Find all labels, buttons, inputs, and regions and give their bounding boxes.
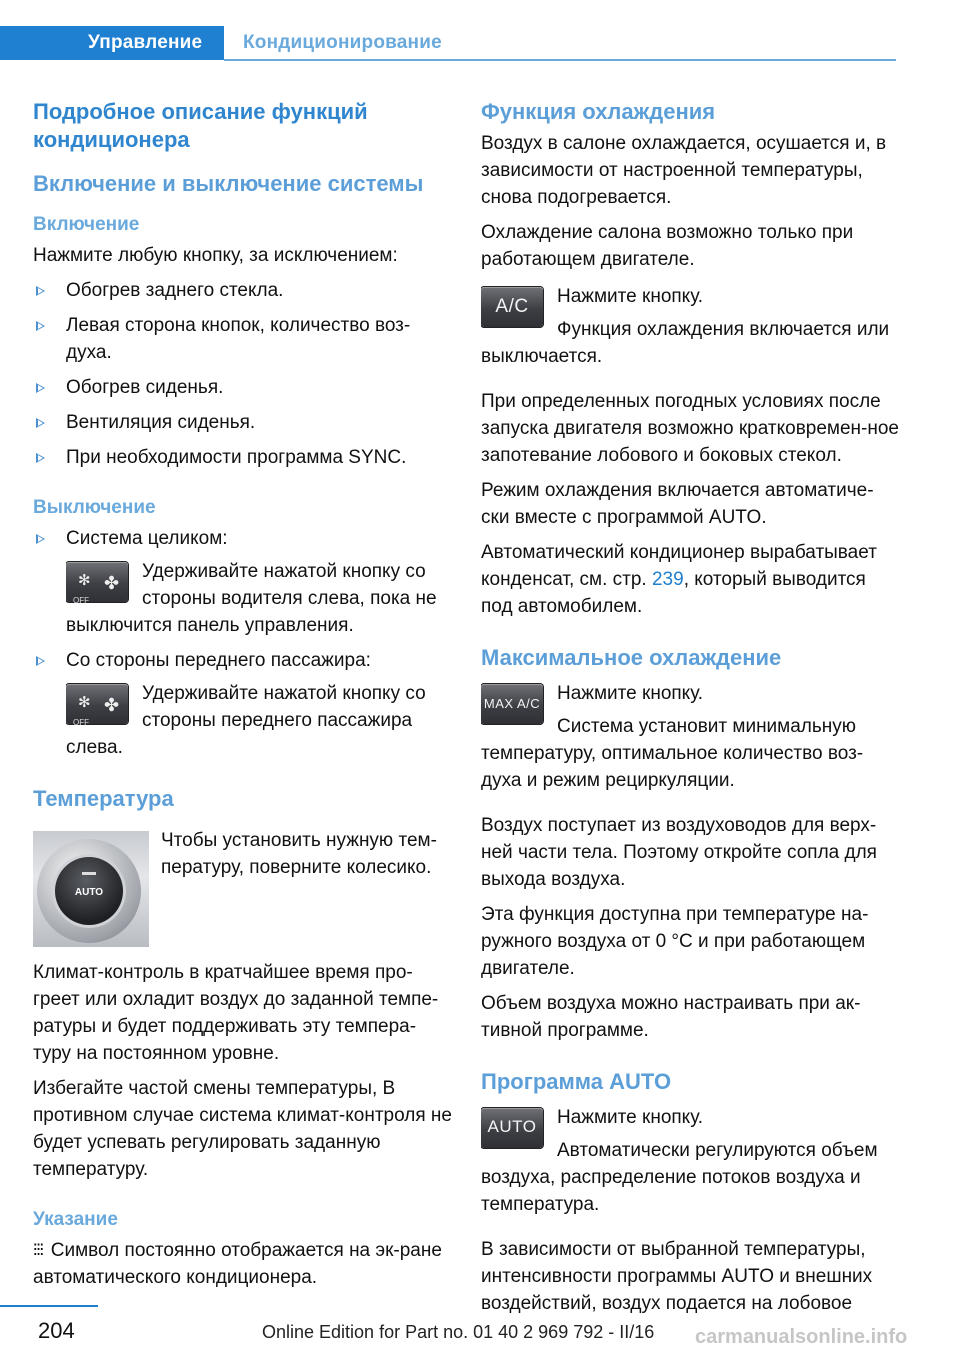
bullet-icon <box>36 286 45 296</box>
list-item: Система целиком: ✻ ✤ OFF Удерживайте нажатой кнопку со стороны водителя слева, пока не выключится панель управления. <box>33 525 453 639</box>
list-item: При необходимости программа SYNC. <box>33 444 453 471</box>
max-p2: Эта функция доступна при температуре на-ружного воздуха от 0 °C и при работающем двигателе. <box>481 904 869 979</box>
temperature-p2: Избегайте частой смены температуры, В противном случае система климат-контроля не будет успевать регулировать заданную температуру. <box>33 1078 452 1180</box>
fan-icon: ✤ <box>104 573 120 593</box>
max-cooling-heading: Максимальное охлаждение <box>481 645 782 670</box>
on-intro: Нажмите любую кнопку, за исключением: <box>33 245 398 266</box>
ac-button-image: A/C <box>481 287 543 327</box>
ac-toggle-text: Функция охлаждения включается или выключается. <box>481 319 890 367</box>
max-cooling-text: Система установит минимальную температуру, оптимальное количество воз-духа и режим рециркуляции. <box>481 716 864 791</box>
edition-text: Online Edition for Part no. 01 40 2 969 792 - II/16 <box>262 1322 655 1342</box>
bullet-icon <box>36 418 45 428</box>
section-tab[interactable]: Управление <box>0 26 224 60</box>
cooling-p1: Воздух в салоне охлаждается, осушается и, в зависимости от настроенной температуры, снова подогревается. <box>481 133 887 208</box>
bullet-icon <box>36 383 45 393</box>
cooling-p4: Режим охлаждения включается автоматиче-ски вместе с программой AUTO. <box>481 480 874 528</box>
right-column <box>481 98 899 1325</box>
off-button-image: ✻ ✤ OFF <box>66 562 128 602</box>
page-header <box>0 26 960 62</box>
max-p1: Воздух поступает из воздуховодов для верх-ней части тела. Поэтому откройте сопла для выхода воздуха. <box>481 815 877 890</box>
temperature-intro: Чтобы установить нужную тем-пературу, поверните колесико. <box>161 830 437 878</box>
page-number: 204 <box>38 1318 75 1343</box>
bullet-icon <box>36 453 45 463</box>
press-button-text: Нажмите кнопку. <box>557 286 704 307</box>
onoff-heading: Включение и выключение системы <box>33 171 424 196</box>
footer-rule <box>0 1305 98 1307</box>
off-passenger-text: Удерживайте нажатой кнопку со стороны переднего пассажира слева. <box>66 683 426 758</box>
list-item: Обогрев заднего стекла. <box>33 277 453 304</box>
page-link[interactable]: 239 <box>651 569 684 590</box>
max-p3: Объем воздуха можно настраивать при ак-тивной программе. <box>481 993 861 1041</box>
note-heading: Указание <box>33 1209 118 1230</box>
list-item: Левая сторона кнопок, количество воз-духа. <box>33 312 453 366</box>
off-button-image: ✻ ✤ OFF <box>66 684 128 724</box>
chapter-tab[interactable]: Кондиционирование <box>243 32 442 53</box>
temperature-p1: Климат-контроль в кратчайшее время про-греет или охладит воздух до заданной темпе-ратуры и будет поддерживать эту темпера-туру на постоянном уровне. <box>33 962 439 1064</box>
watermark: carmanualsonline.info <box>695 1326 908 1348</box>
left-column <box>33 98 453 1299</box>
fan-small-icon: ✻ <box>78 694 91 711</box>
header-rule <box>224 59 896 61</box>
bullet-icon <box>36 656 45 666</box>
off-heading: Выключение <box>33 497 156 518</box>
fan-icon: ✤ <box>104 695 120 715</box>
bullet-icon <box>36 321 45 331</box>
knob-icon: AUTO <box>55 857 123 925</box>
temperature-knob-image <box>33 831 149 947</box>
cooling-heading: Функция охлаждения <box>481 99 716 124</box>
cooling-p3: При определенных погодных условиях после запуска двигателя возможно кратковремен-ное запотевание лобового и боковых стекол. <box>481 391 899 466</box>
list-item: Со стороны переднего пассажира: ✻ ✤ OFF Удерживайте нажатой кнопку со стороны переднего пассажира слева. <box>33 647 453 761</box>
press-button-text: Нажмите кнопку. <box>557 1107 704 1128</box>
minus-icon <box>82 872 96 875</box>
auto-p1: В зависимости от выбранной температуры, интенсивности программы AUTO и внешних воздействий, воздух подается на лобовое <box>481 1239 873 1314</box>
fan-small-icon: ✻ <box>78 572 91 589</box>
auto-heading: Программа AUTO <box>481 1069 672 1094</box>
press-button-text: Нажмите кнопку. <box>557 683 704 704</box>
auto-text: Автоматически регулируются объем воздуха, распределение потоков воздуха и температура. <box>481 1140 878 1215</box>
max-ac-button-image: MAX A/C <box>481 684 543 724</box>
cooling-p5: Автоматический кондиционер вырабатывает конденсат, см. стр. 239, который выводится под автомобилем. <box>481 542 877 617</box>
note-text: ⫶⫶⫶ Символ постоянно отображается на эк-ране автоматического кондиционера. <box>33 1240 442 1288</box>
off-driver-text: Удерживайте нажатой кнопку со стороны водителя слева, пока не выключится панель управления. <box>66 561 437 636</box>
bullet-icon <box>36 534 45 544</box>
list-item: Вентиляция сиденья. <box>33 409 453 436</box>
off-list <box>33 525 453 761</box>
auto-button-image: AUTO <box>481 1108 543 1148</box>
cooling-p2: Охлаждение салона возможно только при работающем двигателе. <box>481 222 854 270</box>
on-exceptions-list <box>33 277 453 471</box>
condensation-icon: ⫶⫶⫶ <box>33 1241 43 1260</box>
section-title: Подробное описание функций кондиционера <box>33 99 368 152</box>
on-heading: Включение <box>33 214 140 235</box>
list-item: Обогрев сиденья. <box>33 374 453 401</box>
temperature-heading: Температура <box>33 786 174 811</box>
